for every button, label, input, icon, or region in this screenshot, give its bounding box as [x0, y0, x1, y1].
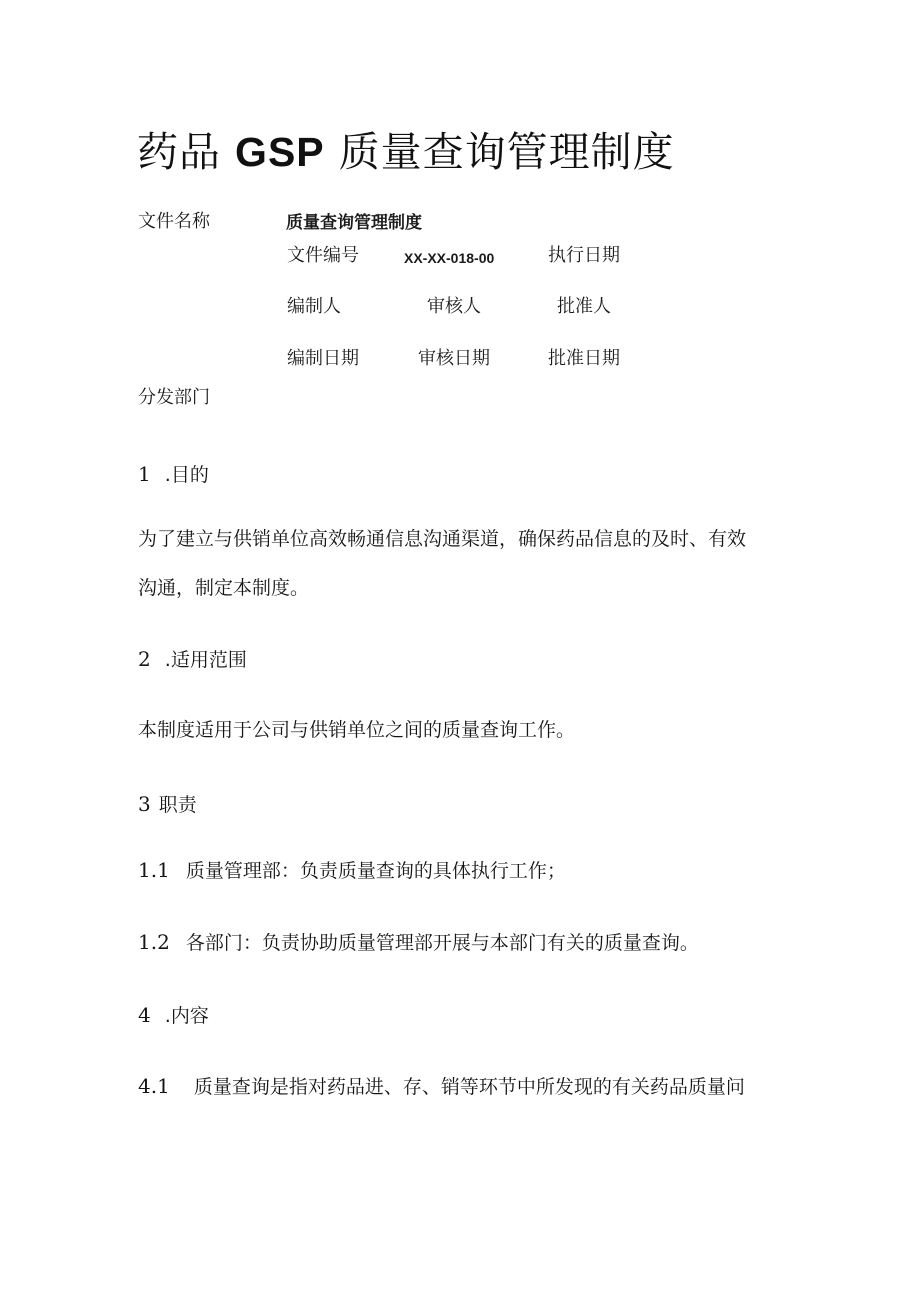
effective-date-label: 执行日期	[548, 245, 620, 266]
distribution-label: 分发部门	[138, 387, 210, 408]
section-1-number: 1	[138, 462, 151, 486]
file-name-value: 质量查询管理制度	[286, 213, 422, 233]
section-4-heading	[138, 1001, 209, 1030]
section-2-title: .适用范围	[164, 649, 247, 671]
section-1-title: .目的	[164, 464, 209, 486]
section-3-1-number: 1.1	[138, 858, 170, 882]
reviewer-label: 审核人	[427, 296, 481, 317]
section-3-1	[138, 856, 566, 885]
approve-date-label: 批准日期	[548, 348, 620, 369]
section-3-2-number: 1.2	[138, 930, 170, 954]
section-4-1	[138, 1072, 745, 1101]
section-3-1-text: 质量管理部：负责质量查询的具体执行工作；	[185, 860, 566, 882]
compiler-label: 编制人	[287, 296, 341, 317]
section-1-paragraph-line-2: 沟通，制定本制度。	[138, 577, 310, 599]
section-3-2-text: 各部门：负责协助质量管理部开展与本部门有关的质量查询。	[185, 932, 699, 954]
section-3-2	[138, 928, 699, 957]
title-gsp: GSP	[235, 129, 325, 175]
document-title	[137, 122, 675, 182]
review-date-label: 审核日期	[418, 348, 490, 369]
section-1-heading	[138, 460, 209, 489]
title-suffix: 质量查询管理制度	[338, 128, 675, 176]
section-2-number: 2	[138, 647, 151, 671]
file-number-value: XX-XX-018-00	[404, 250, 495, 266]
file-number-label: 文件编号	[287, 245, 359, 266]
section-2-heading	[138, 645, 247, 674]
section-4-title: .内容	[164, 1005, 209, 1027]
section-3-title: 职责	[158, 794, 197, 816]
section-4-1-text: 质量查询是指对药品进、存、销等环节中所发现的有关药品质量问	[193, 1076, 745, 1098]
section-1-paragraph-line-1: 为了建立与供销单位高效畅通信息沟通渠道，确保药品信息的及时、有效	[138, 528, 747, 550]
approver-label: 批准人	[557, 296, 611, 317]
section-2-paragraph: 本制度适用于公司与供销单位之间的质量查询工作。	[138, 719, 576, 741]
section-3-number: 3	[138, 792, 151, 816]
compile-date-label: 编制日期	[287, 348, 359, 369]
title-prefix: 药品	[137, 128, 221, 176]
section-4-1-number: 4.1	[138, 1074, 170, 1098]
file-name-label: 文件名称	[138, 211, 210, 232]
section-4-number: 4	[138, 1003, 151, 1027]
section-3-heading	[138, 790, 197, 819]
